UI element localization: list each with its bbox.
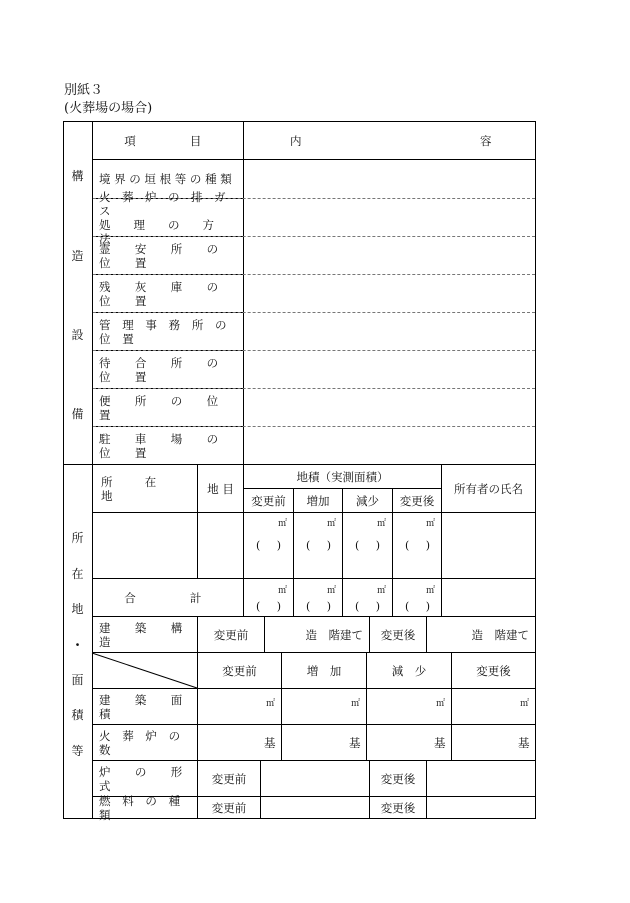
side-char: 所 [71, 531, 84, 545]
paren-field: ( ) [256, 600, 284, 613]
paren-field: ( ) [256, 539, 284, 552]
side-char: 造 [71, 249, 84, 263]
fuel-before-label: 変更前 [197, 796, 261, 819]
unit-m2: ㎡ [520, 699, 530, 709]
bldg-after-header: 変更後 [451, 652, 536, 689]
unit-m2: ㎡ [327, 519, 337, 529]
fuel-before-input[interactable] [260, 796, 370, 819]
land-category-header: 地 目 [197, 464, 244, 513]
side-char: 設 [71, 328, 84, 342]
furnace-type-before-input[interactable] [260, 760, 370, 797]
unit-m2: ㎡ [278, 586, 288, 596]
floors-text: 造 階建て [471, 627, 529, 642]
mortuary-label: 霊 安 所 の 位 置 [92, 236, 244, 275]
exhaust-line-2: 処 理 の 方 法 [99, 217, 237, 246]
fence-type-label: 境 界 の 垣 根 等 の 種 類 [92, 159, 244, 199]
unit-m2: ㎡ [426, 519, 436, 529]
paren-field: ( ) [355, 539, 383, 552]
unit-m2: ㎡ [436, 699, 446, 709]
side-char: 積 [71, 708, 84, 722]
area-increase-header: 増加 [293, 488, 343, 513]
unit-ki: 基 [434, 736, 446, 750]
furnace-count-label: 火 葬 炉 の 数 [92, 724, 198, 761]
area-after-header: 変更後 [392, 488, 442, 513]
parking-label: 駐 車 場 の 位 置 [92, 426, 244, 465]
annex-number: 別紙３ [64, 83, 104, 98]
unit-m2: ㎡ [377, 519, 387, 529]
paren-field: ( ) [405, 539, 433, 552]
structure-before-label: 変更前 [197, 616, 265, 653]
unit-ki: 基 [264, 736, 276, 750]
furnace-type-before-label: 変更前 [197, 760, 261, 797]
side-char: 構 [71, 169, 84, 183]
item-header: 項 目 [92, 121, 244, 160]
unit-m2: ㎡ [426, 586, 436, 596]
owner-name-header: 所有者の氏名 [441, 464, 536, 513]
fuel-type-label: 燃 料 の 種 類 [92, 796, 198, 819]
bldg-decrease-header: 減 少 [366, 652, 452, 689]
area-before-header: 変更前 [243, 488, 294, 513]
side-char: 等 [71, 744, 84, 758]
furnace-type-label: 炉 の 形 式 [92, 760, 198, 797]
building-structure-label: 建 築 構 造 [92, 616, 198, 653]
form-subtitle: (火葬場の場合) [64, 101, 153, 116]
side-char: ・ [71, 638, 84, 652]
exhaust-line-1: 火 葬 炉 の 排 ガ ス [99, 189, 237, 218]
area-decrease-header: 減少 [342, 488, 393, 513]
side-char: 地 [71, 602, 84, 616]
side-char: 面 [71, 673, 84, 687]
bldg-increase-header: 増 加 [281, 652, 367, 689]
paren-field: ( ) [306, 539, 334, 552]
side-char: 在 [71, 567, 84, 581]
paren-field: ( ) [355, 600, 383, 613]
paren-field: ( ) [306, 600, 334, 613]
unit-ki: 基 [349, 736, 361, 750]
floors-text: 造 階建て [305, 627, 363, 642]
content-header-right: 容 [480, 133, 492, 148]
bldg-before-header: 変更前 [197, 652, 282, 689]
land-area-header: 地積（実測面積） [243, 464, 442, 489]
unit-m2: ㎡ [278, 519, 288, 529]
waiting-room-label: 待 合 所 の 位 置 [92, 350, 244, 389]
paren-field: ( ) [405, 600, 433, 613]
office-label: 管 理 事 務 所 の 位 置 [92, 312, 244, 351]
location-header-text: 所 在 地 [101, 474, 189, 503]
unit-m2: ㎡ [351, 699, 361, 709]
structure-after-label: 変更後 [369, 616, 427, 653]
unit-ki: 基 [518, 736, 530, 750]
unit-m2: ㎡ [377, 586, 387, 596]
building-area-label: 建 築 面 積 [92, 688, 198, 725]
side-char: 備 [71, 407, 84, 421]
toilet-label: 便 所 の 位 置 [92, 388, 244, 427]
fuel-after-label: 変更後 [369, 796, 427, 819]
ash-storage-label: 残 灰 庫 の 位 置 [92, 274, 244, 313]
total-label-text: 合 計 [124, 590, 212, 605]
fuel-after-input[interactable] [426, 796, 536, 819]
unit-m2: ㎡ [327, 586, 337, 596]
content-header-left: 内 [290, 133, 302, 148]
furnace-type-after-input[interactable] [426, 760, 536, 797]
unit-m2: ㎡ [266, 699, 276, 709]
furnace-type-after-label: 変更後 [369, 760, 427, 797]
